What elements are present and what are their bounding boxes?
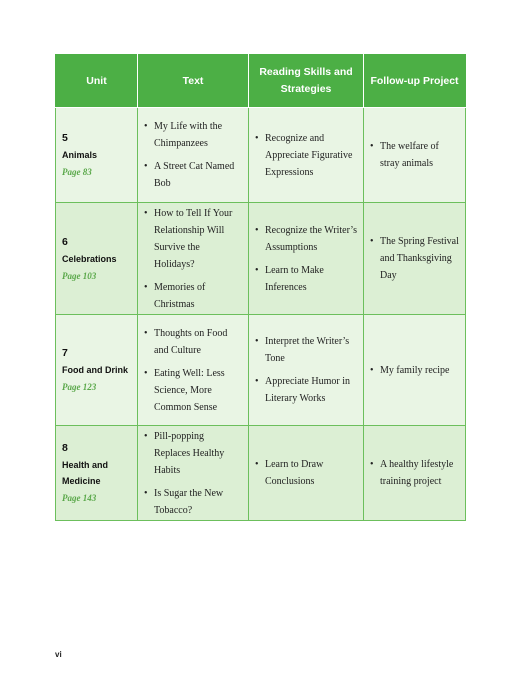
unit-number: 8 xyxy=(62,442,68,454)
list-item xyxy=(144,485,242,519)
contents-table xyxy=(55,54,466,521)
unit-cell xyxy=(56,203,138,315)
project-cell xyxy=(364,426,466,521)
skill-text: Interpret the Writer’s Tone xyxy=(265,336,350,364)
text-cell xyxy=(138,108,249,203)
unit-page-link[interactable]: Page 123 xyxy=(62,382,97,392)
list-item xyxy=(255,130,357,181)
text-title: Is Sugar the New Tobacco? xyxy=(154,487,224,516)
skill-text: Appreciate Humor in Literary Works xyxy=(265,376,350,404)
project-text: A healthy lifestyle training project xyxy=(380,459,454,487)
skills-cell xyxy=(249,426,364,521)
list-item xyxy=(255,262,357,296)
skill-text: Learn to Draw Conclusions xyxy=(265,459,324,487)
text-title: Memories of Christmas xyxy=(154,281,206,310)
skill-text: Learn to Make Inferences xyxy=(265,264,324,293)
table-row xyxy=(56,315,466,426)
bullet-icon: • xyxy=(144,161,148,172)
text-cell xyxy=(138,315,249,426)
unit-page-link[interactable]: Page 103 xyxy=(62,270,97,281)
list-item xyxy=(370,138,459,172)
bullet-icon: • xyxy=(255,264,259,276)
header-reading-skills: Reading Skills and Strategies xyxy=(249,55,364,108)
bullet-icon: • xyxy=(255,336,259,347)
unit-number: 7 xyxy=(62,347,68,359)
list-item xyxy=(255,222,357,256)
unit-cell xyxy=(56,315,138,426)
skills-cell xyxy=(249,203,364,315)
bullet-icon: • xyxy=(144,430,148,442)
header-follow-up-project: Follow-up Project xyxy=(364,55,466,108)
list-item xyxy=(255,373,357,407)
list-item xyxy=(370,233,459,284)
unit-cell xyxy=(56,426,138,521)
bullet-icon: • xyxy=(144,207,148,219)
bullet-icon: • xyxy=(255,224,259,236)
list-item xyxy=(370,456,459,490)
skill-text: Recognize and Appreciate Figurative Expressions xyxy=(265,132,353,178)
bullet-icon: • xyxy=(255,376,259,387)
list-item xyxy=(144,158,242,192)
bullet-icon: • xyxy=(370,236,374,247)
bullet-icon: • xyxy=(370,364,374,376)
text-title: A Street Cat Named Bob xyxy=(154,161,235,189)
bullet-icon: • xyxy=(144,487,148,499)
project-text: The Spring Festival and Thanksgiving Day xyxy=(380,236,459,281)
text-title: How to Tell If Your Relationship Will Survive the Holidays? xyxy=(154,207,233,270)
bullet-icon: • xyxy=(255,132,259,144)
table-header-row xyxy=(56,55,466,108)
header-text: Text xyxy=(138,55,249,108)
list-item xyxy=(255,333,357,367)
unit-page-link[interactable]: Page 83 xyxy=(62,167,92,177)
text-cell xyxy=(138,203,249,315)
unit-number: 5 xyxy=(62,132,68,144)
bullet-icon: • xyxy=(370,459,374,470)
text-cell xyxy=(138,426,249,521)
project-cell xyxy=(364,315,466,426)
page-number: vi xyxy=(55,650,62,659)
project-text: The welfare of stray animals xyxy=(380,141,439,169)
list-item xyxy=(144,279,242,313)
project-cell xyxy=(364,203,466,315)
bullet-icon: • xyxy=(144,121,148,132)
unit-title: Animals xyxy=(62,150,98,160)
text-title: My Life with the Chimpanzees xyxy=(154,121,223,149)
skills-cell xyxy=(249,108,364,203)
list-item xyxy=(255,456,357,490)
unit-title: Food and Drink xyxy=(62,365,128,375)
bullet-icon: • xyxy=(144,327,148,339)
text-title: Pill-popping Replaces Healthy Habits xyxy=(154,430,225,476)
unit-title: Celebrations xyxy=(62,253,117,264)
unit-number: 6 xyxy=(62,235,68,248)
list-item xyxy=(144,118,242,152)
project-cell xyxy=(364,108,466,203)
list-item xyxy=(144,365,242,416)
header-unit: Unit xyxy=(56,55,138,108)
unit-page-link[interactable]: Page 143 xyxy=(62,493,97,503)
table-row xyxy=(56,426,466,521)
text-title: Eating Well: Less Science, More Common Sense xyxy=(154,367,225,413)
bullet-icon: • xyxy=(370,141,374,152)
list-item xyxy=(370,362,459,379)
skill-text: Recognize the Writer’s Assumptions xyxy=(265,224,357,253)
skills-cell xyxy=(249,315,364,426)
list-item xyxy=(144,205,242,273)
list-item xyxy=(144,325,242,359)
unit-title: Health and Medicine xyxy=(62,460,109,486)
bullet-icon: • xyxy=(255,459,259,470)
table-row xyxy=(56,108,466,203)
unit-cell xyxy=(56,108,138,203)
project-text: My family recipe xyxy=(380,364,450,376)
text-title: Thoughts on Food and Culture xyxy=(154,327,228,356)
bullet-icon: • xyxy=(144,281,148,293)
list-item xyxy=(144,428,242,479)
table-row xyxy=(56,203,466,315)
bullet-icon: • xyxy=(144,367,148,379)
